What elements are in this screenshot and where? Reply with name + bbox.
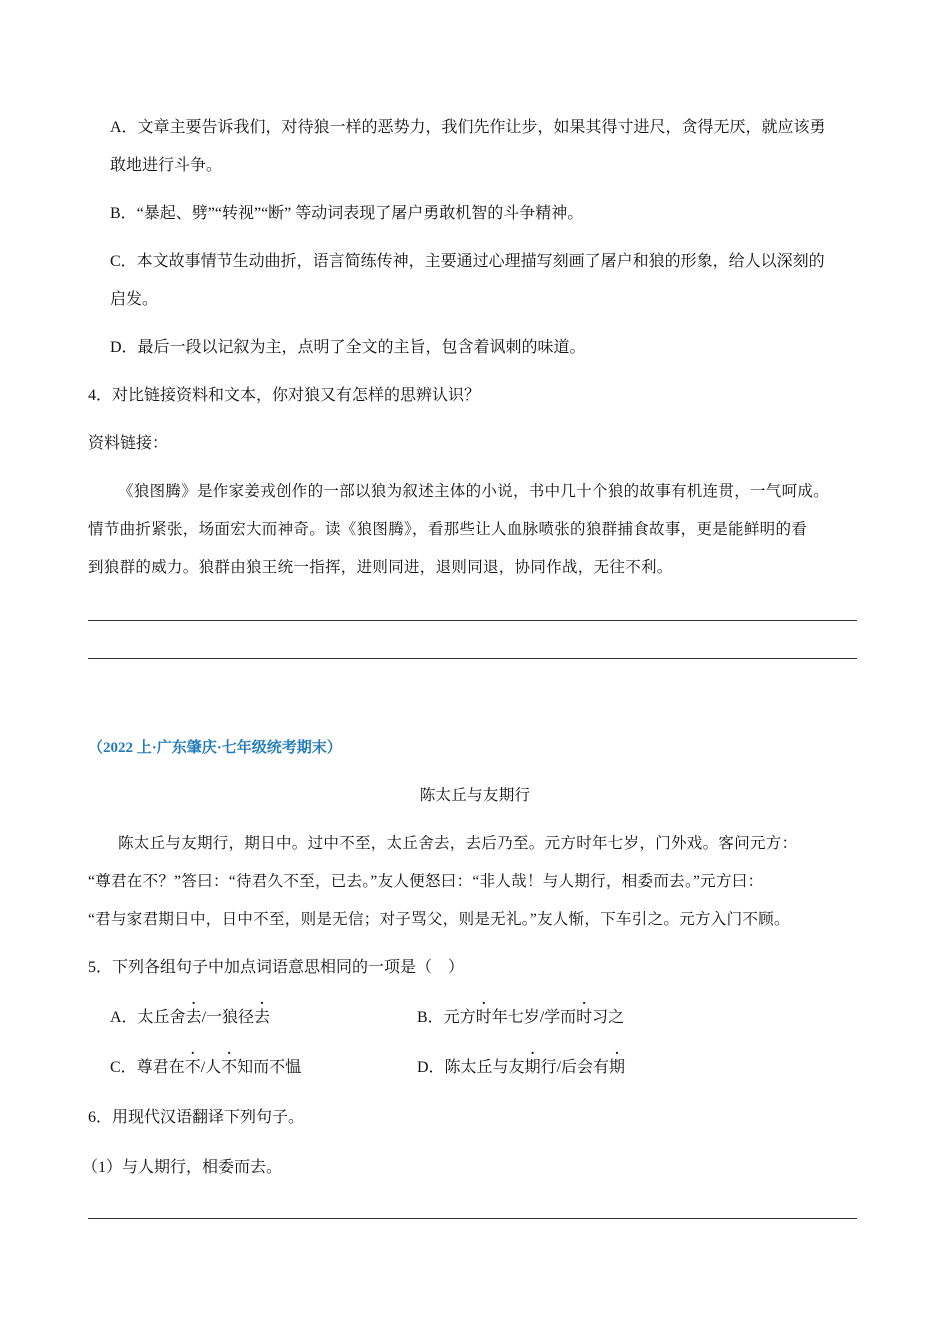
q5-b-text3: 习之 xyxy=(592,1009,625,1026)
q5-option-b[interactable] xyxy=(417,1008,624,1028)
q5-c-text2: /人 xyxy=(200,1059,222,1076)
q4-answer-line-1[interactable] xyxy=(88,620,857,621)
q5-c-text1: C．尊君在 xyxy=(110,1059,185,1076)
passage-title: 陈太丘与友期行 xyxy=(419,787,531,804)
q5-b-text2: 年七岁/学而 xyxy=(491,1009,577,1026)
q5-option-d[interactable] xyxy=(417,1058,625,1078)
q3-option-a-line2: 敢地进行斗争。 xyxy=(110,157,223,174)
q3-option-c-line1: C．本文故事情节生动曲折，语言简练传神，主要通过心理描写刻画了屠户和狼的形象，给人以深刻的 xyxy=(110,253,825,270)
section-source: （2022 上·广东肇庆·七年级统考期末） xyxy=(88,740,342,756)
q6-sub1: （1）与人期行，相委而去。 xyxy=(82,1159,283,1176)
q6-answer-line[interactable] xyxy=(88,1218,857,1219)
q5-b-dotted2: 时 xyxy=(576,1009,593,1026)
q5-a-dotted1: 去 xyxy=(185,1009,202,1026)
q4-question: 4．对比链接资料和文本，你对狼又有怎样的思辨认识？ xyxy=(88,387,481,404)
q5-c-text3: 知而不愠 xyxy=(237,1059,302,1076)
q4-material-label: 资料链接： xyxy=(88,435,169,452)
q5-a-text1: A．太丘舍 xyxy=(110,1009,186,1026)
q5-d-text1: D．陈太丘与友 xyxy=(417,1059,525,1076)
q5-d-dotted2: 期 xyxy=(609,1059,626,1076)
q5-b-dotted1: 时 xyxy=(475,1009,492,1026)
passage-line1: 陈太丘与友期行，期日中。过中不至，太丘舍去，去后乃至。元方时年七岁，门外戏。客问元方： xyxy=(118,835,798,852)
q5-a-dotted2: 去 xyxy=(254,1009,271,1026)
q5-question: 5．下列各组句子中加点词语意思相同的一项是（ ） xyxy=(88,959,465,976)
q5-option-a[interactable] xyxy=(110,1008,270,1028)
q5-c-dotted1: 不 xyxy=(184,1059,201,1076)
passage-line3: “君与家君期日中，日中不至，则是无信；对子骂父，则是无礼。”友人惭，下车引之。元方入门不顾。 xyxy=(88,911,790,928)
q3-option-d: D．最后一段以记叙为主，点明了全文的主旨，包含着讽刺的味道。 xyxy=(110,339,586,356)
q5-option-c[interactable] xyxy=(110,1058,301,1078)
q4-answer-line-2[interactable] xyxy=(88,658,857,659)
q4-material-line2: 情节曲折紧张，场面宏大而神奇。读《狼图腾》，看那些让人血脉喷张的狼群捕食故事，更是能鲜明的看 xyxy=(88,521,808,538)
q3-option-c-line2: 启发。 xyxy=(110,291,159,308)
q5-b-text1: B．元方 xyxy=(417,1009,476,1026)
q3-option-b: B．“暴起、劈”“转视”“断” 等动词表现了屠户勇敢机智的斗争精神。 xyxy=(110,205,584,222)
q5-a-text2: /一狼径 xyxy=(201,1009,255,1026)
q3-option-a-line1: A．文章主要告诉我们，对待狼一样的恶势力，我们先作让步，如果其得寸进尺，贪得无厌，就应该勇 xyxy=(110,119,826,136)
q5-d-dotted1: 期 xyxy=(524,1059,541,1076)
q6-question: 6．用现代汉语翻译下列句子。 xyxy=(88,1109,305,1126)
q5-d-text2: 行/后会有 xyxy=(540,1059,610,1076)
q4-material-line3: 到狼群的威力。狼群由狼王统一指挥，进则同进，退则同退，协同作战，无往不利。 xyxy=(88,559,673,576)
passage-line2: “尊君在不？”答曰：“待君久不至，已去。”友人便怒曰：“非人哉！与人期行，相委而去。”元方曰： xyxy=(88,873,764,890)
q4-material-line1: 《狼图腾》是作家姜戎创作的一部以狼为叙述主体的小说，书中几十个狼的故事有机连贯，一气呵成。 xyxy=(118,483,830,500)
q5-c-dotted2: 不 xyxy=(221,1059,238,1076)
